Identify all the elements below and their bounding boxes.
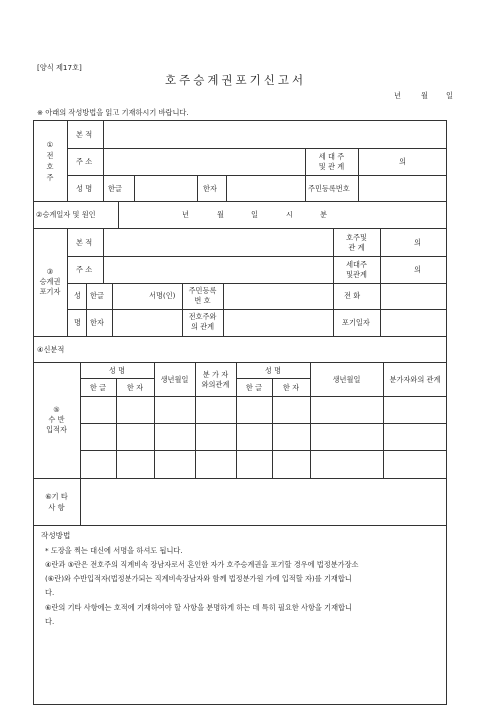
renounce-date-label: 포기일자 [342, 318, 370, 327]
succession-date-field[interactable] [119, 202, 446, 228]
relation-to-former-hoju-label: 전호주와 의 관계 [188, 312, 217, 331]
juso-label: 주 소 [76, 157, 93, 166]
juso-label: 주 소 [76, 265, 93, 274]
date-year-label: 년 [394, 91, 401, 100]
notice-text: ※ 아래의 작성방법을 읽고 기재하시기 바랍니다. [37, 108, 189, 117]
table-rule [86, 283, 87, 336]
signature-label: 서명(인) [149, 291, 176, 300]
relation-to-former-hoju-field[interactable] [224, 310, 333, 336]
method-title: 작성방법 [41, 531, 71, 540]
sedaeju-label: 세 대 주 및 관 계 [318, 152, 345, 171]
relation-header: 분 가 자 와의관계 [201, 370, 230, 389]
succession-hour: 시 [286, 210, 293, 219]
date-month-label: 월 [421, 91, 428, 100]
method-item: 다. [45, 617, 55, 626]
name-label: 성 명 [76, 184, 93, 193]
bonjeok-label: 본 적 [76, 130, 93, 139]
companion-row[interactable] [81, 397, 446, 423]
table-rule [358, 148, 359, 175]
table-rule [333, 283, 334, 336]
hanja-label: 한자 [90, 318, 104, 327]
table-rule [380, 228, 381, 283]
table-rule [67, 120, 68, 201]
divider [33, 525, 447, 526]
companion-row[interactable] [81, 424, 446, 450]
hoju-ui: 의 [414, 238, 421, 247]
section-6-label: ⑥기 타 사 항 [45, 492, 68, 512]
table-rule [67, 228, 68, 336]
section-2-label: ②승계일자 및 원인 [36, 210, 96, 219]
renouncer-hanja-name-field[interactable] [113, 310, 182, 336]
hangul-header-2: 한 글 [245, 383, 263, 392]
companion-row[interactable] [81, 451, 446, 478]
hanja-label: 한자 [203, 184, 217, 193]
renouncer-jumin-field[interactable] [224, 284, 333, 309]
table-rule [236, 378, 310, 379]
renouncer-hangul-name-field[interactable] [113, 284, 182, 309]
phone-label: 전 화 [344, 291, 361, 300]
sedaeju-relation-label: 세대주 및관계 [346, 260, 367, 279]
form-number: [양식 제17호] [37, 63, 82, 72]
jumin-label: 주민등록 번 호 [188, 286, 217, 305]
name-header-2: 성 명 [264, 366, 282, 375]
renounce-date-field[interactable] [381, 310, 446, 336]
method-item: (⑥란)와 수반입적자(법정분가되는 직계비속장남자와 함께 법정분가원 가에 입적할 자)를 기재합니 [45, 574, 352, 583]
section-5-label: ⑤ 수 반 입적자 [46, 405, 67, 434]
renouncer-juso-field[interactable] [104, 257, 333, 283]
method-item: 다. [45, 588, 55, 597]
table-rule [197, 175, 198, 201]
date-day-label: 일 [446, 91, 453, 100]
succession-year: 년 [182, 210, 189, 219]
succession-month: 월 [217, 210, 224, 219]
bonjeok-field[interactable] [104, 121, 446, 148]
hangul-name-field[interactable] [135, 176, 197, 201]
other-matters-field[interactable] [81, 479, 446, 525]
sedaeju-ui: 의 [414, 265, 421, 274]
table-rule [80, 378, 154, 379]
hangul-label: 한글 [108, 184, 122, 193]
hanja-header: 한 자 [126, 383, 144, 392]
myeong-label: 명 [74, 318, 81, 327]
succession-day: 일 [251, 210, 258, 219]
sinbunjeok-field[interactable] [80, 337, 446, 362]
hangul-label: 한글 [90, 291, 104, 300]
method-item: ⑥란의 기타 사항에는 호적에 기재하여야 할 사항을 분명하게 하는 데 특히 필요한 사항을 기재합니 [45, 603, 352, 612]
relation-header-2: 분가자와의 관계 [389, 375, 441, 384]
seong-label: 성 [74, 291, 81, 300]
renouncer-bonjeok-field[interactable] [104, 229, 333, 256]
birth-header: 생년월일 [160, 375, 189, 384]
bonjeok-label: 본 적 [76, 238, 93, 247]
hanja-header-2: 한 자 [282, 383, 300, 392]
section-4-label: ④신분적 [37, 345, 65, 354]
birth-header-2: 생년월일 [332, 375, 361, 384]
hanja-name-field[interactable] [227, 176, 305, 201]
divider [33, 362, 447, 363]
method-item: * 도장을 찍는 대신에 서명을 하셔도 됩니다. [45, 546, 183, 555]
section-3-label: ③ 승계권 포기자 [39, 267, 61, 296]
juso-field[interactable] [104, 149, 305, 175]
hangul-header: 한 글 [89, 383, 107, 392]
method-item: ④란과 ⑤란은 전호주의 직계비속 장남자로서 혼인한 자가 호주승계권을 포기할 경우에 법정분가장소 [45, 560, 359, 569]
hoju-relation-label: 호주및 관 계 [346, 233, 367, 252]
jumin-field[interactable] [359, 176, 446, 201]
section-1-label: ① 전 호 주 [46, 139, 54, 182]
sedaeju-ui: 의 [399, 157, 406, 166]
table-rule [305, 175, 306, 201]
jumin-label: 주민등록번호 [308, 184, 350, 193]
succession-minute: 분 [320, 210, 327, 219]
form-title: 호주승계권포기신고서 [165, 73, 307, 87]
phone-field[interactable] [381, 284, 446, 309]
name-header: 성 명 [108, 366, 126, 375]
